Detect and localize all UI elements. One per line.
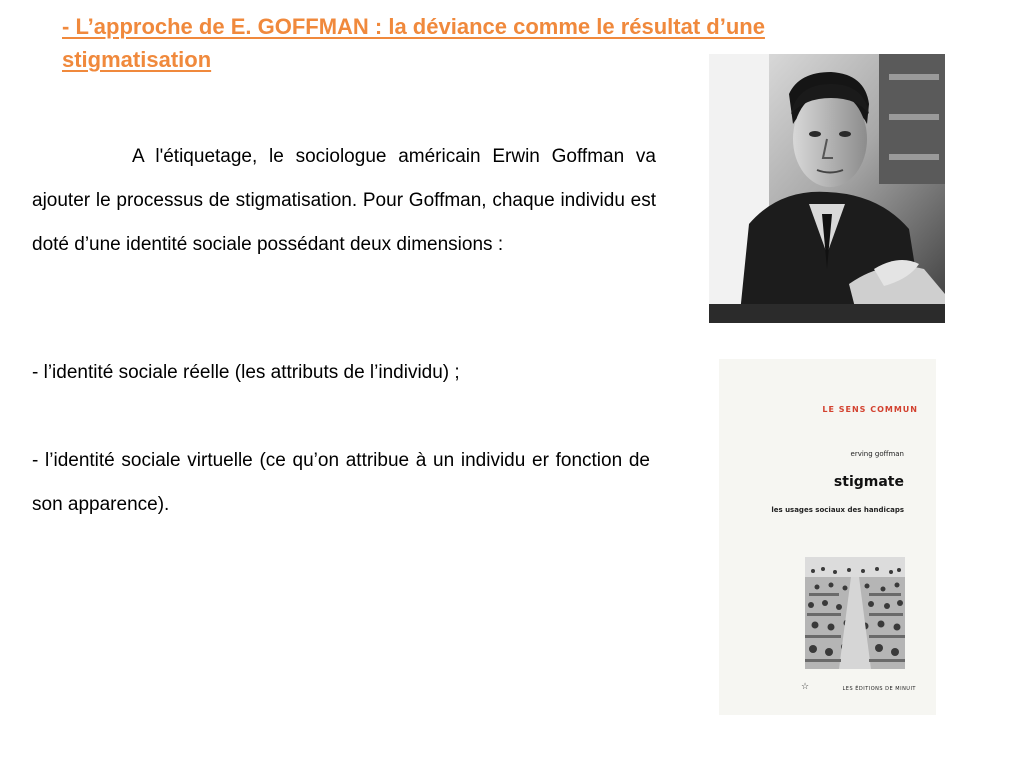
real-identity-item: - l’identité sociale réelle (les attributs de l’individu) ; bbox=[32, 362, 460, 383]
book-title: stigmate bbox=[833, 474, 904, 490]
intro-paragraph: A l'étiquetage, le sociologue américain Erwin Goffman va ajouter le processus de stigmatisation. Pour Goffman, chaque individu est doté d’une identité sociale possédant deux dimensions : bbox=[32, 146, 656, 255]
slide-title: - L’approche de E. GOFFMAN : la déviance comme le résultat d’une stigmatisation bbox=[62, 14, 765, 72]
publisher-star-icon: ☆ bbox=[801, 681, 810, 691]
virtual-identity-item: - l’identité sociale virtuelle (ce qu’on attribue à un individu er fonction de son apparence). bbox=[32, 450, 650, 515]
book-author: erving goffman bbox=[850, 450, 904, 458]
portrait-illustration bbox=[709, 54, 945, 323]
book-cover-photo bbox=[805, 557, 905, 669]
book-publisher: LES ÉDITIONS DE MINUIT bbox=[842, 686, 916, 692]
crowd-illustration bbox=[805, 557, 905, 669]
stigmate-book-cover bbox=[719, 359, 936, 715]
book-subtitle: les usages sociaux des handicaps bbox=[771, 506, 904, 514]
book-series: LE SENS COMMUN bbox=[822, 405, 918, 414]
goffman-portrait-photo bbox=[709, 54, 945, 323]
